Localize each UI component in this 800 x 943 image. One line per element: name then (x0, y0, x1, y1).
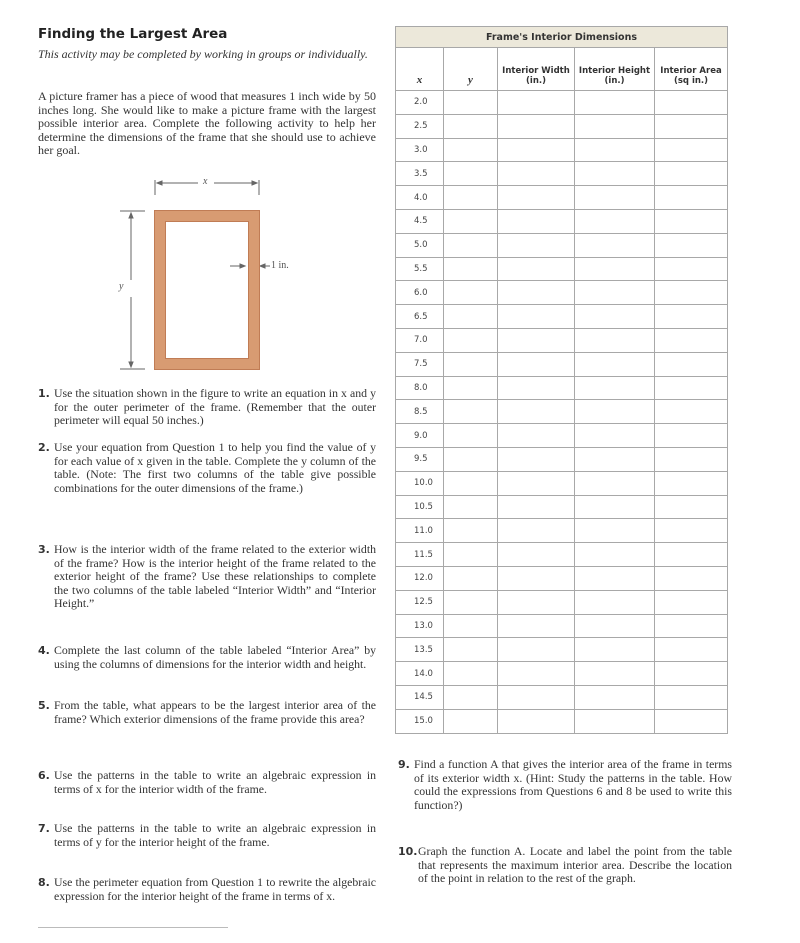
interior-height-cell[interactable] (575, 424, 655, 448)
interior-height-cell[interactable] (575, 376, 655, 400)
interior-height-cell[interactable] (575, 590, 655, 614)
interior-height-cell[interactable] (575, 328, 655, 352)
interior-area-cell[interactable] (655, 519, 728, 543)
picture-frame (155, 211, 259, 369)
interior-width-cell[interactable] (498, 471, 575, 495)
table-row (396, 709, 728, 733)
question-text: From the table, what appears to be the largest interior area of the frame? Which exterior dimensions of the frame provide this area? (54, 698, 376, 726)
interior-height-cell[interactable] (575, 162, 655, 186)
interior-height-cell[interactable] (575, 352, 655, 376)
interior-area-cell[interactable] (655, 91, 728, 115)
interior-dimensions-table (395, 26, 728, 734)
interior-height-cell[interactable] (575, 447, 655, 471)
table-row (396, 495, 728, 519)
x-value-cell: 7.0 (396, 328, 444, 352)
table-row (396, 305, 728, 329)
x-value-cell: 13.5 (396, 638, 444, 662)
interior-area-cell[interactable] (655, 590, 728, 614)
question-number: 7. (38, 822, 50, 835)
interior-width-cell[interactable] (498, 328, 575, 352)
question-text: Use the perimeter equation from Question 1 to rewrite the algebraic expression for the interior height of the frame in terms of x. (54, 875, 376, 903)
table-row (396, 209, 728, 233)
interior-width-cell[interactable] (498, 257, 575, 281)
interior-area-cell[interactable] (655, 471, 728, 495)
y-cell[interactable] (444, 400, 498, 424)
frame-figure (110, 175, 310, 375)
table-row (396, 614, 728, 638)
interior-width-cell[interactable] (498, 233, 575, 257)
column-header-y: y (444, 48, 498, 91)
interior-width-cell[interactable] (498, 162, 575, 186)
interior-height-cell[interactable] (575, 305, 655, 329)
y-cell[interactable] (444, 566, 498, 590)
page-title: Finding the Largest Area (38, 26, 228, 42)
table-row (396, 352, 728, 376)
y-cell[interactable] (444, 543, 498, 567)
interior-height-cell[interactable] (575, 709, 655, 733)
interior-width-cell[interactable] (498, 114, 575, 138)
interior-area-cell[interactable] (655, 233, 728, 257)
interior-area-cell[interactable] (655, 138, 728, 162)
interior-height-cell[interactable] (575, 685, 655, 709)
y-cell[interactable] (444, 305, 498, 329)
question-text: Use your equation from Question 1 to help you find the value of y for each value of x given in the table. Complete the y column of the table. (Note: The first two columns of the table give possible combinations for the outer dimensions of the frame.) (54, 440, 376, 495)
x-value-cell: 2.0 (396, 91, 444, 115)
column-header-interior-height: Interior Height (in.) (575, 48, 655, 91)
interior-height-cell[interactable] (575, 400, 655, 424)
interior-width-cell[interactable] (498, 91, 575, 115)
question-9 (398, 758, 732, 812)
interior-height-cell[interactable] (575, 257, 655, 281)
x-label: x (203, 176, 208, 187)
question-number: 10. (398, 845, 418, 858)
interior-width-cell[interactable] (498, 495, 575, 519)
interior-width-cell[interactable] (498, 305, 575, 329)
table-row (396, 114, 728, 138)
y-cell[interactable] (444, 590, 498, 614)
interior-height-cell[interactable] (575, 138, 655, 162)
interior-area-cell[interactable] (655, 114, 728, 138)
x-value-cell: 8.5 (396, 400, 444, 424)
interior-area-cell[interactable] (655, 614, 728, 638)
table-row (396, 685, 728, 709)
interior-height-cell[interactable] (575, 566, 655, 590)
table-row (396, 566, 728, 590)
x-value-cell: 3.5 (396, 162, 444, 186)
interior-area-cell[interactable] (655, 281, 728, 305)
y-cell[interactable] (444, 114, 498, 138)
divider (38, 927, 228, 928)
interior-width-cell[interactable] (498, 685, 575, 709)
y-cell[interactable] (444, 209, 498, 233)
question-text: Find a function A that gives the interior area of the frame in terms of its exterior width x. (Hint: Study the patterns in the table. How could the expressions from Questions 6 and 8 be used to write this function?) (414, 757, 732, 812)
y-cell[interactable] (444, 447, 498, 471)
interior-area-cell[interactable] (655, 566, 728, 590)
table-row (396, 519, 728, 543)
interior-width-cell[interactable] (498, 376, 575, 400)
y-cell[interactable] (444, 233, 498, 257)
question-text: Graph the function A. Locate and label the point from the table that represents the maximum interior area. Describe the location of the point in relation to the rest of the graph. (418, 844, 732, 886)
question-number: 2. (38, 441, 50, 454)
interior-width-cell[interactable] (498, 614, 575, 638)
x-value-cell: 4.5 (396, 209, 444, 233)
x-value-cell: 15.0 (396, 709, 444, 733)
x-value-cell: 12.5 (396, 590, 444, 614)
interior-area-cell[interactable] (655, 186, 728, 210)
interior-area-cell[interactable] (655, 638, 728, 662)
question-2 (38, 441, 376, 495)
question-number: 8. (38, 876, 50, 889)
x-value-cell: 14.0 (396, 662, 444, 686)
interior-width-cell[interactable] (498, 352, 575, 376)
interior-height-cell[interactable] (575, 543, 655, 567)
y-cell[interactable] (444, 328, 498, 352)
interior-width-cell[interactable] (498, 519, 575, 543)
x-value-cell: 11.5 (396, 543, 444, 567)
question-text: Complete the last column of the table labeled “Interior Area” by using the columns of dimensions for the interior width and height. (54, 643, 376, 671)
interior-width-cell[interactable] (498, 209, 575, 233)
table-row (396, 281, 728, 305)
x-value-cell: 8.0 (396, 376, 444, 400)
question-number: 4. (38, 644, 50, 657)
question-text: Use the patterns in the table to write an algebraic expression in terms of x for the interior width of the frame. (54, 768, 376, 796)
question-number: 5. (38, 699, 50, 712)
interior-area-cell[interactable] (655, 662, 728, 686)
interior-height-cell[interactable] (575, 519, 655, 543)
x-value-cell: 11.0 (396, 519, 444, 543)
interior-width-cell[interactable] (498, 400, 575, 424)
x-value-cell: 9.5 (396, 447, 444, 471)
y-cell[interactable] (444, 257, 498, 281)
table-title: Frame's Interior Dimensions (396, 27, 728, 48)
y-cell[interactable] (444, 186, 498, 210)
x-value-cell: 10.0 (396, 471, 444, 495)
interior-height-cell[interactable] (575, 114, 655, 138)
interior-width-cell[interactable] (498, 186, 575, 210)
interior-height-cell[interactable] (575, 471, 655, 495)
interior-width-cell[interactable] (498, 590, 575, 614)
table-row (396, 162, 728, 186)
question-3 (38, 543, 376, 611)
y-cell[interactable] (444, 352, 498, 376)
question-10 (398, 845, 732, 886)
question-text: Use the situation shown in the figure to write an equation in x and y for the outer perimeter of the frame. (Remember that the outer perimeter will equal 50 inches.) (54, 386, 376, 428)
interior-area-cell[interactable] (655, 209, 728, 233)
interior-height-cell[interactable] (575, 281, 655, 305)
interior-width-cell[interactable] (498, 447, 575, 471)
y-cell[interactable] (444, 709, 498, 733)
x-value-cell: 5.0 (396, 233, 444, 257)
interior-width-cell[interactable] (498, 281, 575, 305)
table-row (396, 662, 728, 686)
x-value-cell: 5.5 (396, 257, 444, 281)
width-label: 1 in. (271, 260, 289, 271)
y-cell[interactable] (444, 138, 498, 162)
y-cell[interactable] (444, 91, 498, 115)
y-cell[interactable] (444, 495, 498, 519)
intro-paragraph: A picture framer has a piece of wood that measures 1 inch wide by 50 inches long. She would like to make a picture frame with the largest possible interior area. Complete the following activity to help her determine the dimensions of the frame that she should use to achieve her goal. (38, 89, 376, 158)
subtitle: This activity may be completed by working in groups or individually. (38, 47, 368, 61)
interior-area-cell[interactable] (655, 376, 728, 400)
y-cell[interactable] (444, 281, 498, 305)
table-row (396, 328, 728, 352)
interior-width-cell[interactable] (498, 566, 575, 590)
interior-area-cell[interactable] (655, 424, 728, 448)
interior-area-cell[interactable] (655, 400, 728, 424)
question-number: 9. (398, 758, 410, 771)
interior-height-cell[interactable] (575, 209, 655, 233)
interior-height-cell[interactable] (575, 614, 655, 638)
interior-width-cell[interactable] (498, 662, 575, 686)
x-value-cell: 10.5 (396, 495, 444, 519)
y-cell[interactable] (444, 519, 498, 543)
table-row (396, 138, 728, 162)
table-row (396, 186, 728, 210)
interior-width-cell[interactable] (498, 709, 575, 733)
table-row (396, 233, 728, 257)
question-text: Use the patterns in the table to write an algebraic expression in terms of y for the interior height of the frame. (54, 821, 376, 849)
question-7 (38, 822, 376, 849)
interior-area-cell[interactable] (655, 305, 728, 329)
x-value-cell: 2.5 (396, 114, 444, 138)
interior-area-cell[interactable] (655, 685, 728, 709)
x-value-cell: 9.0 (396, 424, 444, 448)
table-row (396, 543, 728, 567)
question-number: 6. (38, 769, 50, 782)
table-row (396, 424, 728, 448)
question-number: 1. (38, 387, 50, 400)
question-5 (38, 699, 376, 726)
x-value-cell: 6.5 (396, 305, 444, 329)
question-1 (38, 387, 376, 428)
y-cell[interactable] (444, 685, 498, 709)
interior-area-cell[interactable] (655, 162, 728, 186)
interior-width-cell[interactable] (498, 638, 575, 662)
y-cell[interactable] (444, 662, 498, 686)
interior-width-cell[interactable] (498, 543, 575, 567)
interior-width-cell[interactable] (498, 138, 575, 162)
column-header-x: x (396, 48, 444, 91)
interior-area-cell[interactable] (655, 257, 728, 281)
interior-area-cell[interactable] (655, 495, 728, 519)
y-cell[interactable] (444, 614, 498, 638)
interior-area-cell[interactable] (655, 328, 728, 352)
interior-height-cell[interactable] (575, 91, 655, 115)
y-cell[interactable] (444, 162, 498, 186)
column-header-interior-width: Interior Width (in.) (498, 48, 575, 91)
table-row (396, 376, 728, 400)
x-value-cell: 4.0 (396, 186, 444, 210)
interior-area-cell[interactable] (655, 543, 728, 567)
table-row (396, 91, 728, 115)
table-row (396, 447, 728, 471)
interior-area-cell[interactable] (655, 352, 728, 376)
table-row (396, 471, 728, 495)
table-row (396, 590, 728, 614)
x-value-cell: 3.0 (396, 138, 444, 162)
x-value-cell: 14.5 (396, 685, 444, 709)
x-value-cell: 12.0 (396, 566, 444, 590)
x-value-cell: 7.5 (396, 352, 444, 376)
y-cell[interactable] (444, 638, 498, 662)
table-row (396, 257, 728, 281)
y-cell[interactable] (444, 424, 498, 448)
y-cell[interactable] (444, 471, 498, 495)
interior-height-cell[interactable] (575, 495, 655, 519)
y-label: y (119, 281, 124, 292)
column-header-interior-area: Interior Area (sq in.) (655, 48, 728, 91)
interior-height-cell[interactable] (575, 638, 655, 662)
x-value-cell: 6.0 (396, 281, 444, 305)
interior-area-cell[interactable] (655, 709, 728, 733)
table-row (396, 400, 728, 424)
interior-width-cell[interactable] (498, 424, 575, 448)
question-text: How is the interior width of the frame related to the exterior width of the frame? How is the interior height of the frame related to the exterior height of the frame? Use these relationships to complete the two columns of the table labeled “Interior Width” and “Interior Height.” (54, 542, 376, 611)
question-6 (38, 769, 376, 796)
x-value-cell: 13.0 (396, 614, 444, 638)
table-row (396, 638, 728, 662)
question-number: 3. (38, 543, 50, 556)
question-4 (38, 644, 376, 671)
interior-height-cell[interactable] (575, 233, 655, 257)
interior-height-cell[interactable] (575, 662, 655, 686)
y-cell[interactable] (444, 376, 498, 400)
interior-height-cell[interactable] (575, 186, 655, 210)
question-8 (38, 876, 376, 903)
interior-area-cell[interactable] (655, 447, 728, 471)
